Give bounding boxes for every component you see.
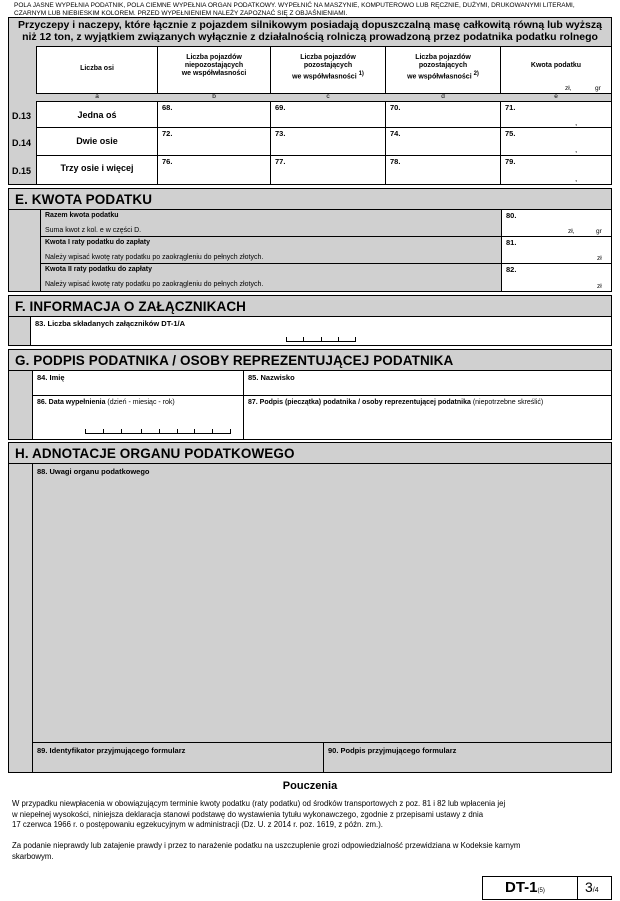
fill-date-label-hint: (dzień - miesiąc - rok) [105,399,175,406]
page-total: /4 [592,887,599,894]
field-86[interactable] [32,395,244,440]
row-label-cell [36,127,158,156]
field-89 [32,742,324,773]
page-number [585,879,599,895]
table-row [8,127,612,156]
field-78[interactable] [385,155,501,185]
section-e-title: E. KWOTA PODATKU [15,192,153,207]
instructions-paragraph-1 [12,799,610,831]
fill-date-label [37,399,175,406]
col-e-gr: gr [595,85,601,92]
section-d-title-line1: Przyczepy i naczepy, które łącznie z pojazdem silnikowym posiadają dopuszczalną masę całkowitą równą lub wyższą [18,19,602,31]
instructions-p2-line2: skarbowym. [12,851,54,861]
installment-2-label: Kwota II raty podatku do zapłaty [45,266,152,273]
field-87[interactable] [243,395,612,440]
col-d-label-2: pozostających [418,62,468,69]
field-number: 77. [275,157,286,166]
fill-instructions [14,2,614,17]
col-e-zl: zł, [565,85,572,92]
field-76[interactable] [157,155,271,185]
field-number: 76. [162,157,173,166]
instructions-p1-line3: 17 czerwca 1966 r. o postępowaniu egzekucyjnym w administracji (Dz. U. z 2014 r. poz. 1619, z późn. zm.). [12,820,383,829]
letter-b: b [212,93,216,100]
field-number: 71. [505,103,516,112]
table-row [8,101,612,128]
currency-zl: zł, [568,228,575,235]
decimal-comma: , [575,145,578,154]
row-code: D.13 [12,111,32,121]
col-d-label-1: Liczba pojazdów [415,54,471,61]
letter-c: c [326,93,330,100]
section-h-title: H. ADNOTACJE ORGANU PODATKOWEGO [15,446,295,461]
column-letters-row [36,93,612,101]
col-d-header [385,46,501,94]
section-f-header [8,295,612,317]
field-number: 81. [506,238,517,247]
field-80[interactable] [501,209,612,237]
col-c-label-3: we współwłasności [292,73,357,81]
installment-1-sublabel: Należy wpisać kwotę raty podatku po zaokrągleniu do pełnych złotych. [45,254,264,261]
col-b-header [157,46,271,94]
field-75[interactable] [500,127,612,156]
currency-gr: gr [596,228,602,235]
field-number: 78. [390,157,401,166]
field-70[interactable] [385,101,501,128]
instructions-p1-line1: W przypadku niewpłacenia w obowiązującym terminie kwoty podatku (raty podatku) od środków transportowych z poz. 81 i 82 lub wpłacenia jej [12,799,506,808]
field-81[interactable] [501,236,612,264]
section-d-rows [8,101,612,185]
field-number: 82. [506,265,517,274]
row-code: D.14 [12,138,32,148]
form-name: DT-1 [505,879,538,896]
field-77[interactable] [270,155,386,185]
field-84[interactable] [32,370,244,396]
field-number: 73. [275,129,286,138]
section-e-header [8,188,612,210]
form-id [505,879,545,896]
receiver-id-label: 89. Identyfikator przyjmującego formularz [37,746,186,755]
installment-1-label: Kwota I raty podatku do zapłaty [45,239,151,246]
row-label-cell [36,155,158,185]
section-f-title: F. INFORMACJA O ZAŁĄCZNIKACH [15,299,247,314]
col-e-header [500,46,612,94]
fill-date-input-line[interactable] [85,429,231,434]
total-tax-sublabel: Suma kwot z kol. e w części D. [45,227,142,234]
col-c-footnote-ref: 1) [358,71,364,77]
installment-1-label-cell [40,236,502,264]
field-90 [323,742,612,773]
col-axes-header [36,46,158,94]
col-e-label: Kwota podatku [530,62,582,69]
field-74[interactable] [385,127,501,156]
instructions-p1-line2: w niepełnej wysokości, niniejsza deklaracja stanowi podstawę do wystawienia tytułu wykonawczego, zgodnie z przepisami ustawy z dnia [12,809,484,819]
field-number: 70. [390,103,401,112]
row-label: Dwie osie [76,136,118,146]
row-label: Trzy osie i więcej [60,163,134,173]
field-69[interactable] [270,101,386,128]
currency-zl: zł [597,283,602,290]
field-71[interactable] [500,101,612,128]
attachments-count-input-line[interactable] [286,337,356,342]
field-73[interactable] [270,127,386,156]
signature-label-bold: 87. Podpis (pieczątka) podatnika / osoby reprezentującej podatnika [248,399,471,406]
decimal-comma: , [575,118,578,127]
page-current: 3 [585,879,593,895]
section-d-title [10,19,610,43]
field-88 [32,463,612,743]
field-68[interactable] [157,101,271,128]
instructions-p2-line1: Za podanie nieprawdy lub zatajenie prawdy i przez to narażenie podatku na uszczuplenie grozi odpowiedzialność przewidziana w Kodeksie karnym [12,841,521,850]
col-b-label-1: Liczba pojazdów [186,54,242,61]
fill-instructions-line2: CZARNYM LUB NIEBIESKIM KOLOREM. PRZED WYPEŁNIENIEM NALEŻY ZAPOZNAĆ SIĘ Z OBJAŚNIENIAMI. [14,9,348,17]
row-code: D.15 [12,166,32,176]
row-label: Jedna oś [77,110,117,120]
total-tax-label-cell [40,209,502,237]
col-axes-label: Liczba osi [80,65,114,72]
field-82[interactable] [501,263,612,292]
field-85[interactable] [243,370,612,396]
field-number: 72. [162,129,173,138]
field-number: 69. [275,103,286,112]
signature-label [248,399,543,406]
currency-zl: zł [597,255,602,262]
field-number: 80. [506,211,517,220]
col-c-label-1: Liczba pojazdów [300,54,356,61]
field-83[interactable] [30,316,612,346]
letter-a: a [95,93,99,100]
field-72[interactable] [157,127,271,156]
section-d-title-line2: niż 12 ton, z wyjątkiem związanych wyłącznie z działalnością rolniczą prowadzoną przez podatnika podatku rolnego [22,31,598,43]
section-g-header [8,349,612,371]
letter-e: e [554,93,558,100]
installment-2-label-cell [40,263,502,292]
section-h-header [8,442,612,464]
section-g-title: G. PODPIS PODATNIKA / OSOBY REPREZENTUJĄCEJ PODATNIKA [15,353,454,368]
row-label-cell [36,101,158,128]
instructions-paragraph-2 [12,841,610,862]
field-number: 79. [505,157,516,166]
last-name-label: 85. Nazwisko [248,373,295,382]
tax-office-notes-label: 88. Uwagi organu podatkowego [37,467,150,476]
fill-date-label-bold: 86. Data wypełnienia [37,399,106,406]
col-d-label-3: we współwłasności [407,73,472,81]
field-number: 68. [162,103,173,112]
first-name-label: 84. Imię [37,373,65,382]
col-b-label-2: niepozostających [184,62,244,69]
letter-d: d [441,93,445,100]
instructions-title: Pouczenia [282,780,338,792]
page-number-box [577,876,612,900]
receiver-signature-label: 90. Podpis przyjmującego formularz [328,746,457,755]
field-number: 75. [505,129,516,138]
col-b-label-3: we współwłasności [181,70,247,77]
attachments-count-label: 83. Liczba składanych załączników DT-1/A [35,319,186,328]
form-id-box [482,876,578,900]
col-d-footnote-ref: 2) [473,71,479,77]
installment-2-sublabel: Należy wpisać kwotę raty podatku po zaokrągleniu do pełnych złotych. [45,281,264,288]
fill-instructions-line1: POLA JASNE WYPEŁNIA PODATNIK, POLA CIEMNE WYPEŁNIA ORGAN PODATKOWY. WYPEŁNIĆ NA MASZYNIE, KOMPUTEROWO LUB RĘCZNIE, DUŻYMI, DRUKOWANYMI LITERAMI, [14,2,575,9]
decimal-comma: , [575,174,578,183]
total-tax-label: Razem kwota podatku [45,212,119,219]
signature-label-hint: (niepotrzebne skreślić) [470,399,544,406]
field-number: 74. [390,129,401,138]
field-79[interactable] [500,155,612,185]
table-row [8,155,612,185]
col-c-label-2: pozostających [303,62,353,69]
form-version: (5) [537,888,545,894]
col-c-header [270,46,386,94]
